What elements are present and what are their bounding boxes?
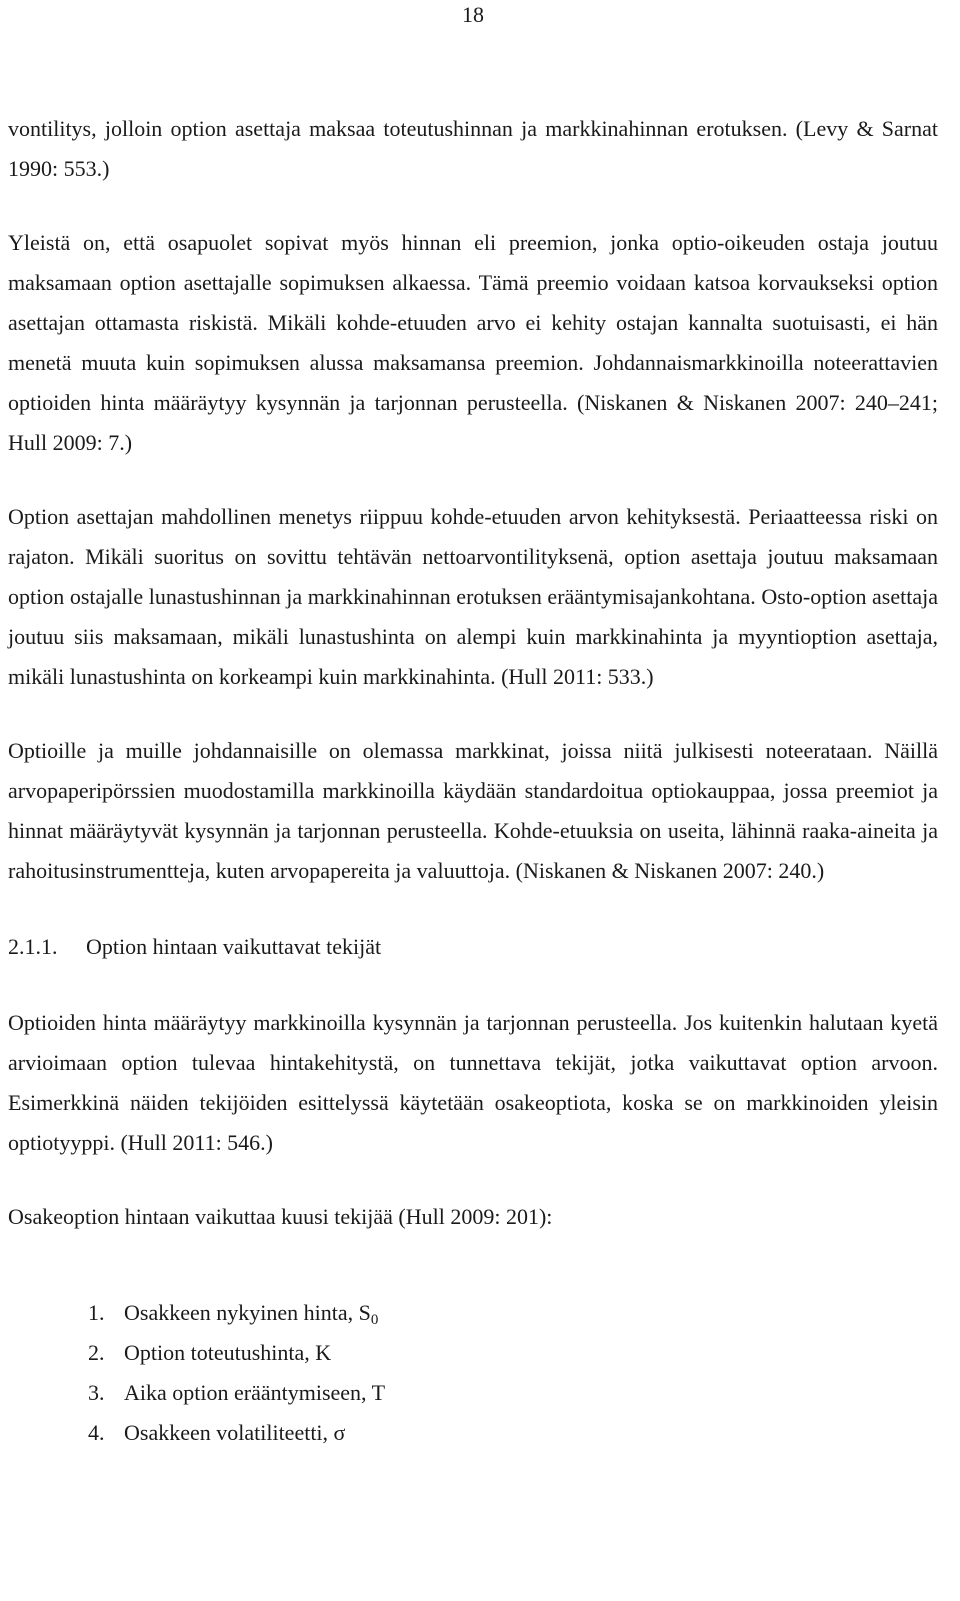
- paragraph-six-factors: Osakeoption hintaan vaikuttaa kuusi tekijää (Hull 2009: 201):: [8, 1204, 553, 1229]
- paragraph-option-markets: Optioille ja muille johdannaisille on olemassa markkinat, joissa niitä julkisesti noteerataan. Näillä arvopaperipörssien muodostamilla markkinoilla käydään standardoitua optiokauppaa, jossa preemiot ja hinnat määräytyvät kysynnän ja tarjonnan perusteella. Kohde-etuuksia on useita, lähinnä raaka-aineita ja rahoitusinstrumentteja, kuten arvopapereita ja valuuttoja. (Niskanen & Niskanen 2007: 240.): [8, 738, 938, 883]
- document-body: [8, 109, 938, 1453]
- list-item-text: Osakkeen volatiliteetti, σ: [124, 1420, 346, 1445]
- paragraph-premium: Yleistä on, että osapuolet sopivat myös hinnan eli preemion, jonka optio-oikeuden ostaja joutuu maksamaan option asettajalle sopimuksen alkaessa. Tämä preemio voidaan katsoa korvaukseksi option asettajan ottamasta riskistä. Mikäli kohde-etuuden arvo ei kehity ostajan kannalta suotuisasti, ei hän menetä muuta kuin sopimuksen alussa maksamansa preemion. Johdannaismarkkinoilla noteerattavien optioiden hinta määräytyy kysynnän ja tarjonnan perusteella. (Niskanen & Niskanen 2007: 240–241; Hull 2009: 7.): [8, 230, 938, 455]
- subscript: 0: [370, 1312, 379, 1328]
- factor-list: [8, 1293, 938, 1453]
- section-number: 2.1.1.: [8, 934, 58, 959]
- paragraph-writer-risk: Option asettajan mahdollinen menetys riippuu kohde-etuuden arvon kehityksestä. Periaatteessa riski on rajaton. Mikäli suoritus on sovittu tehtävän nettoarvontilityksenä, option asettaja joutuu maksamaan option ostajalle lunastushinnan ja markkinahinnan erotuksen erääntymisajankohtana. Osto-option asettaja joutuu siis maksamaan, mikäli lunastushinta on alempi kuin markkinahinta ja myyntioption asettaja, mikäli lunastushinta on korkeampi kuin markkinahinta. (Hull 2011: 533.): [8, 504, 938, 689]
- list-marker: 3.: [88, 1380, 105, 1405]
- list-item: [8, 1413, 938, 1453]
- list-item: [8, 1293, 938, 1333]
- list-marker: 2.: [88, 1340, 105, 1365]
- list-marker: 4.: [88, 1420, 105, 1445]
- page-number: 18: [462, 2, 484, 27]
- list-item: [8, 1333, 938, 1373]
- list-item-text: Option toteutushinta, K: [124, 1340, 332, 1365]
- list-item-text: Aika option erääntymiseen, T: [124, 1380, 386, 1405]
- paragraph-option-settlement: vontilitys, jolloin option asettaja maksaa toteutushinnan ja markkinahinnan erotuksen. (Levy & Sarnat 1990: 553.): [8, 116, 938, 181]
- paragraph-price-factors-intro: Optioiden hinta määräytyy markkinoilla kysynnän ja tarjonnan perusteella. Jos kuitenkin halutaan kyetä arvioimaan option tulevaa hintakehitystä, on tunnettava tekijät, jotka vaikuttavat option arvoon. Esimerkkinä näiden tekijöiden esittelyssä käytetään osakeoptiota, koska se on markkinoiden yleisin optiotyyppi. (Hull 2011: 546.): [8, 1010, 938, 1155]
- list-marker: 1.: [88, 1300, 105, 1325]
- list-item: [8, 1373, 938, 1413]
- list-item-text: Osakkeen nykyinen hinta, S: [124, 1300, 371, 1325]
- section-title: Option hintaan vaikuttavat tekijät: [86, 934, 382, 959]
- section-heading: [8, 927, 938, 967]
